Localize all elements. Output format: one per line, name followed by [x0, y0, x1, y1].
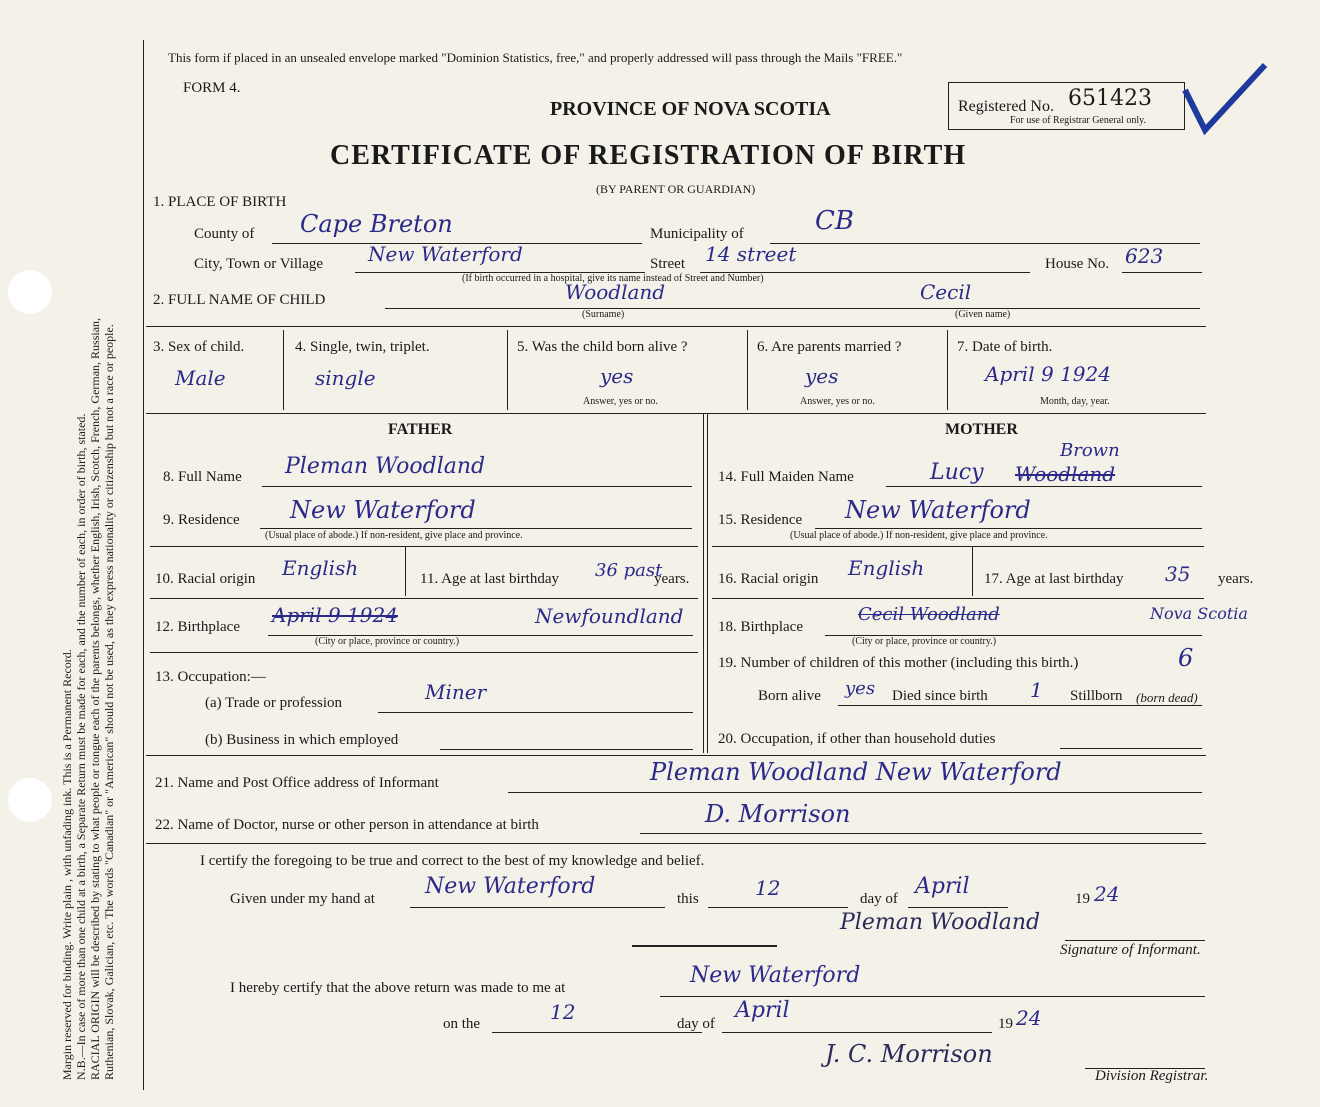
city-label: City, Town or Village	[194, 256, 324, 272]
born-alive-note: Answer, yes or no.	[583, 396, 658, 407]
certificate-title: CERTIFICATE OF REGISTRATION OF BIRTH	[330, 140, 967, 171]
father-residence-line	[260, 528, 692, 529]
registrar-signature-label: Division Registrar.	[1095, 1068, 1209, 1084]
father-racial-divider	[405, 546, 406, 596]
municipality-label: Municipality of	[650, 226, 744, 242]
house-value: 623	[1125, 244, 1164, 268]
died-since-birth-value: 1	[1030, 678, 1043, 702]
given-note: (Given name)	[955, 309, 1011, 320]
given-day-line	[708, 907, 848, 908]
born-alive-count-label: Born alive	[758, 688, 821, 704]
registrar-note: For use of Registrar General only.	[1010, 115, 1146, 126]
city-value: New Waterford	[368, 242, 523, 266]
surname-note: (Surname)	[582, 309, 625, 320]
trade-line	[378, 712, 693, 713]
sex-label: 3. Sex of child.	[153, 339, 245, 355]
registrar-place-value: New Waterford	[690, 963, 861, 988]
given-month-value: April	[915, 874, 970, 899]
informant-signature-line	[1065, 940, 1205, 941]
father-name-label: 8. Full Name	[163, 469, 242, 485]
facts-divider-2	[507, 330, 508, 410]
children-count-value: 6	[1178, 644, 1194, 672]
informant-signature: Pleman Woodland	[840, 910, 1041, 935]
punch-hole-top	[8, 270, 52, 314]
date-of-birth-value: April 9 1924	[985, 362, 1111, 386]
place-of-birth-label: 1. PLACE OF BIRTH	[153, 194, 287, 210]
died-since-birth-label: Died since birth	[892, 688, 988, 704]
mother-age-value: 35	[1165, 562, 1191, 586]
margin-line-4: Ruthenian, Slovak, Galician, etc. The words "Canadian" or "American" should not be used, as they express nationality or citizenship but not a race or people.	[102, 324, 116, 1080]
father-residence-label: 9. Residence	[163, 512, 240, 528]
father-occupation-label: 13. Occupation:—	[155, 669, 266, 685]
informant-top-rule	[146, 755, 1206, 756]
municipality-value: CB	[815, 206, 854, 236]
mother-racial-top	[712, 546, 1204, 547]
father-name-value: Pleman Woodland	[285, 454, 486, 479]
business-label: (b) Business in which employed	[205, 732, 399, 748]
margin-rule	[143, 40, 144, 1090]
date-note: Month, day, year.	[1040, 396, 1110, 407]
county-label: County of	[194, 226, 255, 242]
parents-center-rule-2	[707, 413, 708, 753]
trade-value: Miner	[425, 680, 487, 704]
parents-top-rule	[146, 413, 1206, 414]
facts-divider-1	[283, 330, 284, 410]
house-label: House No.	[1045, 256, 1110, 272]
registrar-month-line	[722, 1032, 992, 1033]
given-day-value: 12	[755, 876, 781, 900]
registrar-year-value: 24	[1016, 1006, 1042, 1030]
stillborn-note: (born dead)	[1136, 690, 1198, 705]
father-heading: FATHER	[388, 421, 453, 438]
registrar-signature: J. C. Morrison	[825, 1040, 993, 1068]
certify-separator	[632, 945, 777, 947]
born-alive-count-value: yes	[845, 678, 876, 699]
informant-line	[508, 792, 1202, 793]
stillborn-label: Stillborn	[1070, 688, 1123, 704]
child-given-name: Cecil	[920, 280, 972, 304]
given-place-value: New Waterford	[425, 874, 596, 899]
street-value: 14 street	[705, 242, 797, 266]
informant-signature-label: Signature of Informant.	[1060, 942, 1201, 958]
sex-value: Male	[175, 366, 226, 390]
given-label: Given under my hand at	[230, 891, 375, 907]
registered-number: 651423	[1068, 86, 1152, 111]
mother-name-value: Lucy	[930, 460, 984, 485]
child-name-line	[385, 308, 1200, 309]
postal-note: This form if placed in an unsealed envelope marked "Dominion Statistics, free," and properly addressed will pass through the Mails "FREE."	[168, 50, 903, 65]
father-birthplace-note: (City or place, province or country.)	[315, 636, 460, 647]
trade-label: (a) Trade or profession	[205, 695, 343, 711]
father-residence-note: (Usual place of abode.) If non-resident, give place and province.	[265, 530, 523, 541]
certify-top-rule	[146, 843, 1206, 844]
parents-married-label: 6. Are parents married ?	[757, 339, 902, 355]
mother-age-label: 17. Age at last birthday	[984, 571, 1124, 587]
registrar-month-value: April	[735, 998, 790, 1023]
mother-occupation-label: 20. Occupation, if other than household duties	[718, 731, 996, 747]
father-age-value: 36 past	[595, 560, 663, 581]
mother-bp-top	[712, 598, 1204, 599]
mother-birthplace-struck: Cecil Woodland	[858, 604, 1000, 625]
hospital-note: (If birth occurred in a hospital, give its name instead of Street and Number)	[462, 273, 764, 284]
date-of-birth-label: 7. Date of birth.	[957, 339, 1053, 355]
father-birthplace-label: 12. Birthplace	[155, 619, 240, 635]
mother-heading: MOTHER	[945, 421, 1018, 438]
father-occ-top	[150, 652, 698, 653]
parents-married-value: yes	[805, 364, 839, 388]
given-place-line	[410, 907, 665, 908]
margin-line-2: N.B.—In case of more than one child at a birth, a Separate Return must be made for each, and the number of each, in order of birth, stated.	[74, 413, 88, 1080]
father-years-label: years.	[654, 571, 690, 587]
informant-value: Pleman Woodland New Waterford	[650, 758, 1062, 786]
registered-label: Registered No.	[958, 98, 1054, 115]
form-number: FORM 4.	[183, 80, 241, 96]
informant-label: 21. Name and Post Office address of Informant	[155, 775, 439, 791]
facts-divider-4	[947, 330, 948, 410]
given-this-label: this	[677, 891, 699, 907]
mother-name-line	[886, 486, 1202, 487]
margin-line-1: Margin reserved for binding. Write plain , with unfading ink. This is a Permanent Record.	[60, 649, 74, 1080]
margin-line-3: RACIAL ORIGIN will be described by stating to what people or tongue each of the parents belongs, whether English, Irish, Scotch, French, German, Russian,	[88, 317, 102, 1080]
registrar-day-line	[492, 1032, 702, 1033]
mother-birthplace-label: 18. Birthplace	[718, 619, 803, 635]
house-line	[1122, 272, 1202, 273]
father-racial-top	[150, 546, 698, 547]
registrar-place-line	[660, 996, 1205, 997]
facts-divider-3	[747, 330, 748, 410]
mother-racial-label: 16. Racial origin	[718, 571, 819, 587]
check-mark-icon	[1180, 60, 1270, 140]
given-dayof-label: day of	[860, 891, 898, 907]
doctor-value: D. Morrison	[705, 800, 851, 828]
children-count-label: 19. Number of children of this mother (including this birth.)	[718, 655, 1079, 671]
province-heading: PROVINCE OF NOVA SCOTIA	[550, 98, 831, 120]
doctor-line	[640, 833, 1202, 834]
mother-birthplace-note: (City or place, province or country.)	[852, 636, 997, 647]
mother-stats-line	[838, 705, 1202, 706]
parents-married-note: Answer, yes or no.	[800, 396, 875, 407]
mother-name-label: 14. Full Maiden Name	[718, 469, 854, 485]
father-name-line	[262, 486, 692, 487]
registrar-on-label: on the	[443, 1016, 481, 1032]
mother-years-label: years.	[1218, 571, 1254, 587]
mother-occupation-line	[1060, 748, 1202, 749]
registrar-dayof-label: day of	[677, 1016, 715, 1032]
parents-center-rule	[703, 413, 704, 753]
plurality-label: 4. Single, twin, triplet.	[295, 339, 430, 355]
margin-instructions	[60, 40, 116, 1080]
business-line	[440, 749, 693, 750]
mother-racial-divider	[972, 546, 973, 596]
father-birthplace-struck: April 9 1924	[272, 603, 398, 627]
certify-statement: I certify the foregoing to be true and correct to the best of my knowledge and belief.	[200, 853, 705, 869]
father-age-label: 11. Age at last birthday	[420, 571, 559, 587]
mother-residence-line	[815, 528, 1202, 529]
born-alive-value: yes	[600, 364, 634, 388]
county-value: Cape Breton	[300, 210, 453, 238]
child-name-label: 2. FULL NAME OF CHILD	[153, 292, 326, 308]
plurality-value: single	[315, 366, 376, 390]
mother-residence-label: 15. Residence	[718, 512, 803, 528]
father-birthplace-value: Newfoundland	[535, 604, 684, 628]
child-surname: Woodland	[565, 280, 666, 304]
given-year-value: 24	[1094, 882, 1120, 906]
mother-residence-note: (Usual place of abode.) If non-resident, give place and province.	[790, 530, 1048, 541]
registrar-day-value: 12	[550, 1000, 576, 1024]
given-month-line	[908, 907, 1008, 908]
father-racial-label: 10. Racial origin	[155, 571, 256, 587]
mother-name-struck: Woodland	[1015, 462, 1116, 486]
mother-residence-value: New Waterford	[845, 496, 1031, 524]
registrar-year-prefix: 19	[998, 1016, 1013, 1032]
given-year-prefix: 19	[1075, 891, 1090, 907]
registrar-statement: I hereby certify that the above return was made to me at	[230, 980, 566, 996]
punch-hole-bottom	[8, 778, 52, 822]
father-bp-top	[150, 598, 698, 599]
facts-top-rule	[146, 326, 1206, 327]
mother-birthplace-value: Nova Scotia	[1150, 604, 1248, 623]
street-label: Street	[650, 256, 685, 272]
father-residence-value: New Waterford	[290, 496, 476, 524]
mother-racial-value: English	[848, 556, 925, 580]
mother-name-correction: Brown	[1060, 440, 1120, 461]
father-racial-value: English	[282, 556, 359, 580]
certificate-subtitle: (BY PARENT OR GUARDIAN)	[596, 182, 756, 196]
born-alive-label: 5. Was the child born alive ?	[517, 339, 688, 355]
doctor-label: 22. Name of Doctor, nurse or other person in attendance at birth	[155, 817, 539, 833]
